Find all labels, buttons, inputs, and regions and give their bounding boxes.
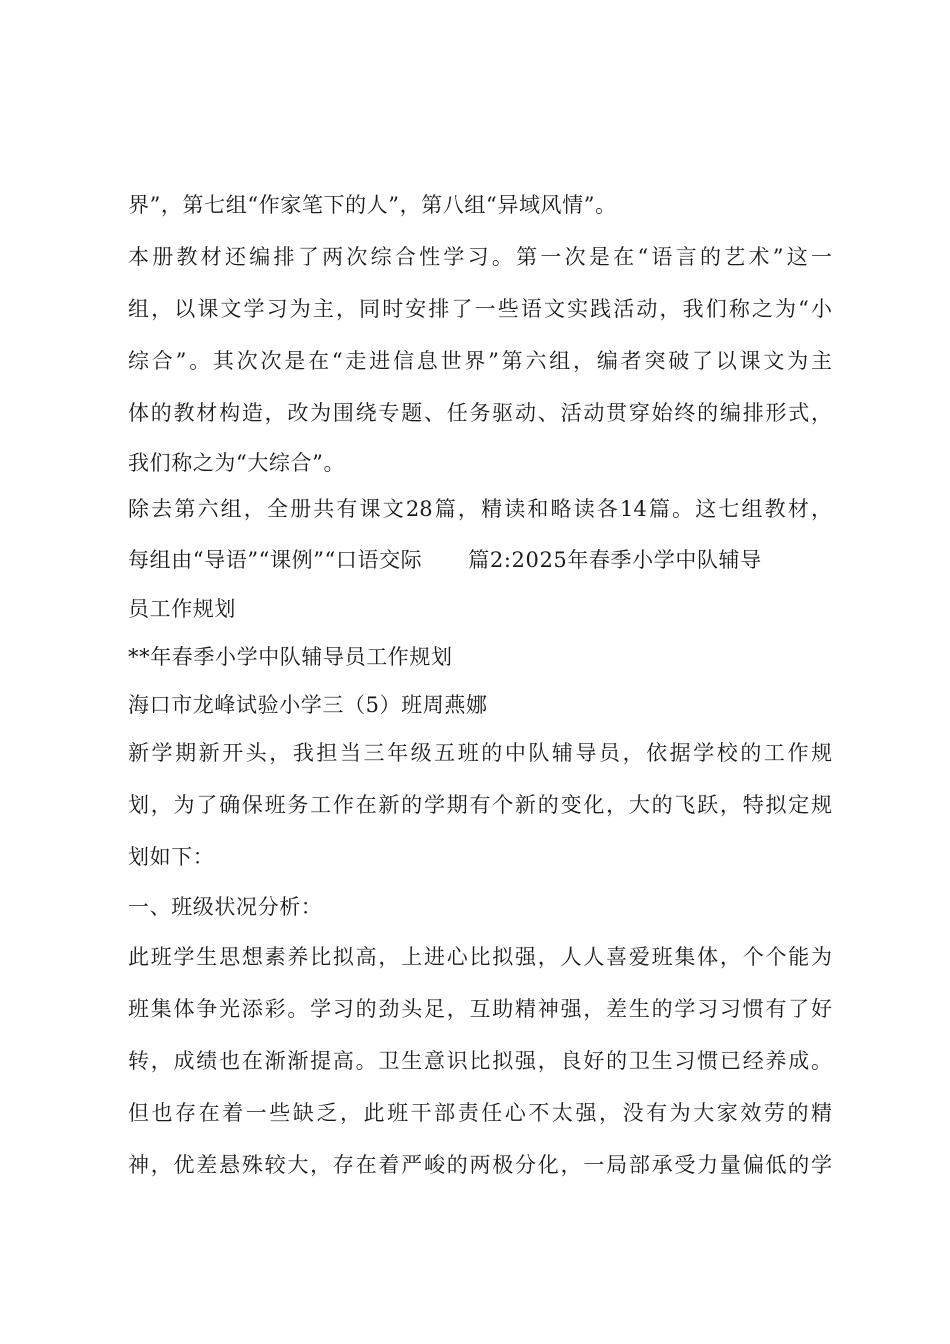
paragraph-line: 我们称之为“大综合”。	[128, 451, 346, 475]
paragraph-line: 本册教材还编排了两次综合性学习。第一次是在“语言的艺术”这一	[128, 245, 832, 269]
author-line: 海口市龙峰试验小学三（5）班周燕娜	[128, 693, 488, 717]
paragraph-line: 但也存在着一些缺乏，此班干部责任心不太强，没有为大家效劳的精	[128, 1101, 832, 1125]
paragraph-line: 综合”。其次次是在“走进信息世界”第六组，编者突破了以课文为主	[128, 349, 832, 373]
paragraph-line: 除去第六组，全册共有课文28篇，精读和略读各14篇。这七组教材，	[128, 497, 832, 521]
paragraph-line: 员工作规划	[128, 597, 236, 621]
paragraph-line: 界”，第七组“作家笔下的人”，第八组“异域风情”。	[128, 193, 617, 217]
paragraph-line: 神，优差悬殊较大，存在着严峻的两极分化，一局部承受力量偏低的学	[128, 1153, 832, 1177]
document-title: **年春季小学中队辅导员工作规划	[128, 645, 453, 669]
paragraph-line: 体的教材构造，改为围绕专题、任务驱动、活动贯穿始终的编排形式，	[128, 401, 832, 425]
document-page	[128, 0, 834, 1344]
paragraph-line	[128, 545, 762, 575]
paragraph-line: 划如下：	[128, 845, 215, 869]
paragraph-line: 转，成绩也在渐渐提高。卫生意识比拟强，良好的卫生习惯已经养成。	[128, 1049, 832, 1073]
paragraph-line: 新学期新开头，我担当三年级五班的中队辅导员，依据学校的工作规	[128, 741, 832, 765]
paragraph-line: 划，为了确保班务工作在新的学期有个新的变化，大的飞跃，特拟定规	[128, 793, 832, 817]
paragraph-line: 班集体争光添彩。学习的劲头足，互助精神强，差生的学习习惯有了好	[128, 997, 832, 1021]
section-heading: 一、班级状况分析：	[128, 895, 323, 919]
paragraph-line: 组，以课文学习为主，同时安排了一些语文实践活动，我们称之为“小	[128, 297, 832, 321]
section-heading: 篇2:2025年春季小学中队辅导	[468, 548, 762, 572]
paragraph-line: 此班学生思想素养比拟高，上进心比拟强，人人喜爱班集体，个个能为	[128, 945, 832, 969]
paragraph-text: 每组由“导语”“课例”“口语交际	[128, 548, 423, 572]
